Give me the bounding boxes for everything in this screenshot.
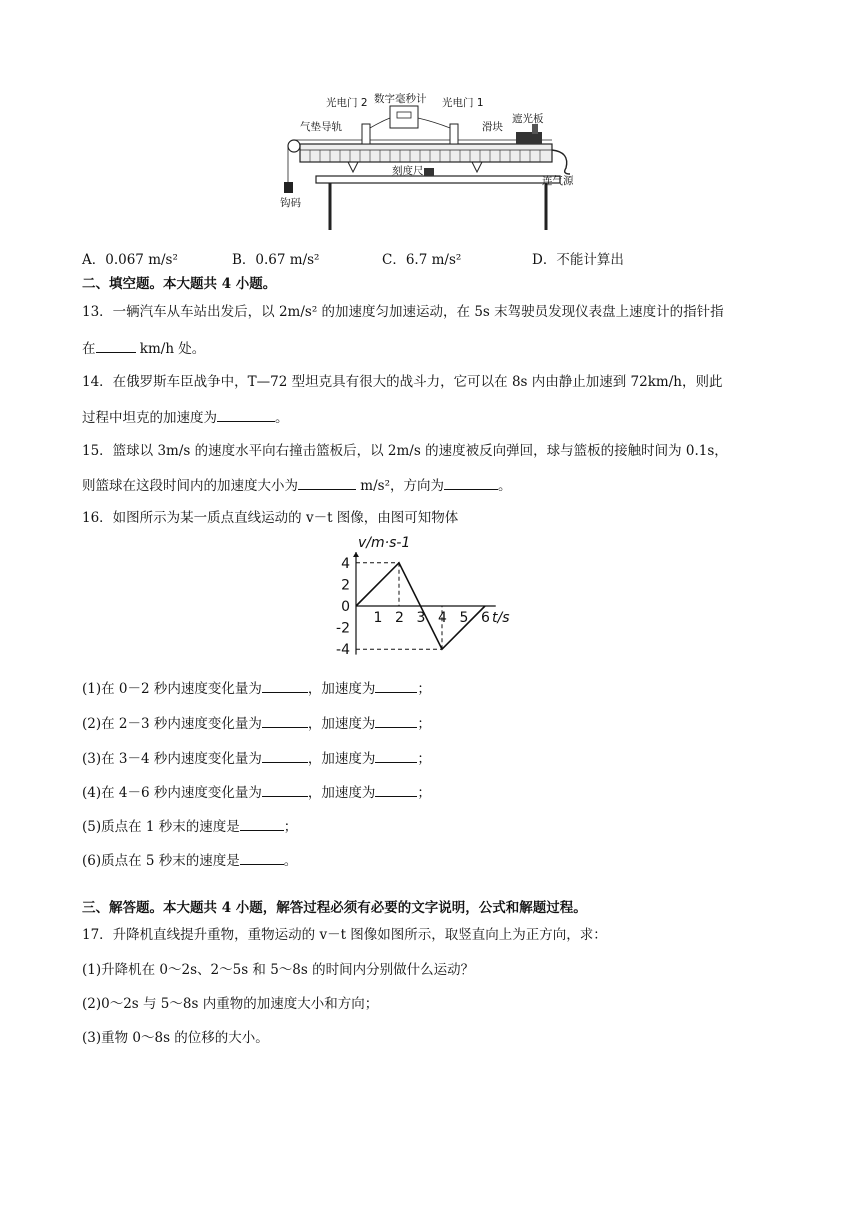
q16-item-6-blank[interactable] (240, 850, 284, 865)
q16-item-2-pre: (2)在 2－3 秒内速度变化量为 (82, 716, 262, 732)
q13-pre: 在 (82, 341, 96, 357)
q16-item-3-pre: (3)在 3－4 秒内速度变化量为 (82, 751, 262, 767)
q16-item-6-pre: (6)质点在 5 秒末的速度是 (82, 853, 240, 869)
q14-pre: 过程中坦克的加速度为 (82, 410, 217, 426)
q13-post: km/h 处。 (135, 341, 206, 357)
q16-item-6 (82, 850, 297, 871)
label-slider: 滑块 (482, 121, 503, 133)
x-tick-label: 4 (438, 610, 447, 626)
q16-item-4-blank-b[interactable] (375, 782, 417, 797)
label-timer: 数字毫秒计 (374, 93, 427, 105)
q16-item-1-pre: (1)在 0－2 秒内速度变化量为 (82, 681, 262, 697)
q16-item-2-post: ； (417, 716, 431, 732)
label-ruler: 刻度尺 (392, 165, 424, 177)
label-weight: 钩码 (280, 197, 301, 209)
x-tick-label: 3 (416, 610, 426, 626)
option-b: B．0.67 m/s² (232, 252, 320, 268)
q16-item-3-blank-b[interactable] (375, 748, 417, 763)
q16-item-5-blank[interactable] (240, 816, 284, 831)
q16-item-1 (82, 678, 431, 699)
x-tick-label: 6 (481, 610, 490, 626)
q13-line1: 13．一辆汽车从车站出发后，以 2m/s² 的加速度匀加速运动，在 5s 末驾驶员发现仪表盘上速度计的指针指 (82, 304, 724, 320)
q16-item-2-mid: ，加速度为 (307, 716, 376, 732)
q16-item-4 (82, 782, 431, 803)
q17-item-2: (2)0～2s 与 5～8s 内重物的加速度大小和方向； (82, 996, 379, 1012)
q16-item-1-mid: ，加速度为 (307, 681, 376, 697)
q16-item-3-blank-a[interactable] (262, 748, 308, 763)
label-shade: 遮光板 (512, 113, 544, 125)
q15-blank-2[interactable] (444, 475, 498, 490)
q14-blank[interactable] (217, 407, 275, 422)
y-tick-label: -2 (336, 620, 350, 637)
q14-line1: 14．在俄罗斯车臣战争中，T—72 型坦克具有很大的战斗力，它可以在 8s 内由静止加速到 72km/h，则此 (82, 374, 723, 390)
label-gate1: 光电门 1 (442, 97, 484, 109)
q17-item-1: (1)升降机在 0～2s、2～5s 和 5～8s 的时间内分别做什么运动？ (82, 962, 475, 978)
q16-item-3-post: ； (417, 751, 431, 767)
q16-item-4-post: ； (417, 785, 431, 801)
q16-item-2-blank-b[interactable] (375, 713, 417, 728)
x-tick-label: 5 (459, 610, 469, 626)
q16-item-5 (82, 816, 297, 837)
y-tick-label: -4 (336, 642, 350, 659)
q16-line1: 16．如图所示为某一质点直线运动的 v－t 图像，由图可知物体 (82, 510, 459, 526)
q15-blank-1[interactable] (298, 475, 356, 490)
q16-item-4-pre: (4)在 4－6 秒内速度变化量为 (82, 785, 262, 801)
x-tick-label: 1 (373, 610, 383, 626)
q15-line1: 15．篮球以 3m/s 的速度水平向右撞击篮板后，以 2m/s 的速度被反向弹回，球与篮板的接触时间为 0.1s， (82, 443, 728, 459)
q16-item-2-blank-a[interactable] (262, 713, 308, 728)
y-tick-label: 2 (341, 577, 350, 594)
q17-item-3: (3)重物 0～8s 的位移的大小。 (82, 1030, 269, 1046)
option-a: A．0.067 m/s² (82, 252, 178, 268)
q16-item-4-blank-a[interactable] (262, 782, 308, 797)
chart-ylabel: v/m·s-1 (358, 536, 411, 551)
v-t-graph (320, 536, 520, 660)
air-track-apparatus-figure (270, 88, 600, 236)
y-tick-label: 0 (341, 599, 350, 615)
option-d: D．不能计算出 (532, 252, 624, 268)
section-2-title: 二、填空题。本大题共 4 小题。 (82, 276, 277, 292)
q14-line2 (82, 407, 289, 428)
chart-xlabel: t/s (492, 610, 510, 626)
label-air: 连气源 (542, 175, 574, 187)
x-tick-label: 2 (395, 610, 404, 626)
q13-line2 (82, 338, 205, 359)
q16-item-6-post: 。 (283, 853, 298, 869)
q15-line2 (82, 475, 511, 496)
q15-post: 。 (497, 478, 512, 494)
option-c: C．6.7 m/s² (382, 252, 462, 268)
q16-item-4-mid: ，加速度为 (307, 785, 376, 801)
q16-item-3 (82, 748, 431, 769)
q16-item-5-pre: (5)质点在 1 秒末的速度是 (82, 819, 240, 835)
q17-line1: 17．升降机直线提升重物，重物运动的 v－t 图像如图所示，取竖直向上为正方向，求： (82, 927, 607, 943)
q16-item-5-post: ； (283, 819, 298, 835)
y-axis-arrow (353, 552, 359, 557)
y-tick-label: 4 (341, 555, 350, 572)
q14-post: 。 (275, 410, 289, 426)
section-3-title: 三、解答题。本大题共 4 小题，解答过程必须有必要的文字说明，公式和解题过程。 (82, 900, 587, 916)
q15-mid: m/s²，方向为 (356, 478, 444, 494)
q13-blank[interactable] (96, 338, 136, 353)
q16-item-1-blank-b[interactable] (375, 678, 417, 693)
label-track: 气垫导轨 (300, 121, 342, 133)
label-gate2: 光电门 2 (326, 97, 368, 109)
q16-item-2 (82, 713, 431, 734)
q16-item-3-mid: ，加速度为 (307, 751, 376, 767)
q15-pre: 则篮球在这段时间内的加速度大小为 (82, 478, 298, 494)
q16-item-1-blank-a[interactable] (262, 678, 308, 693)
q16-item-1-post: ； (417, 681, 431, 697)
